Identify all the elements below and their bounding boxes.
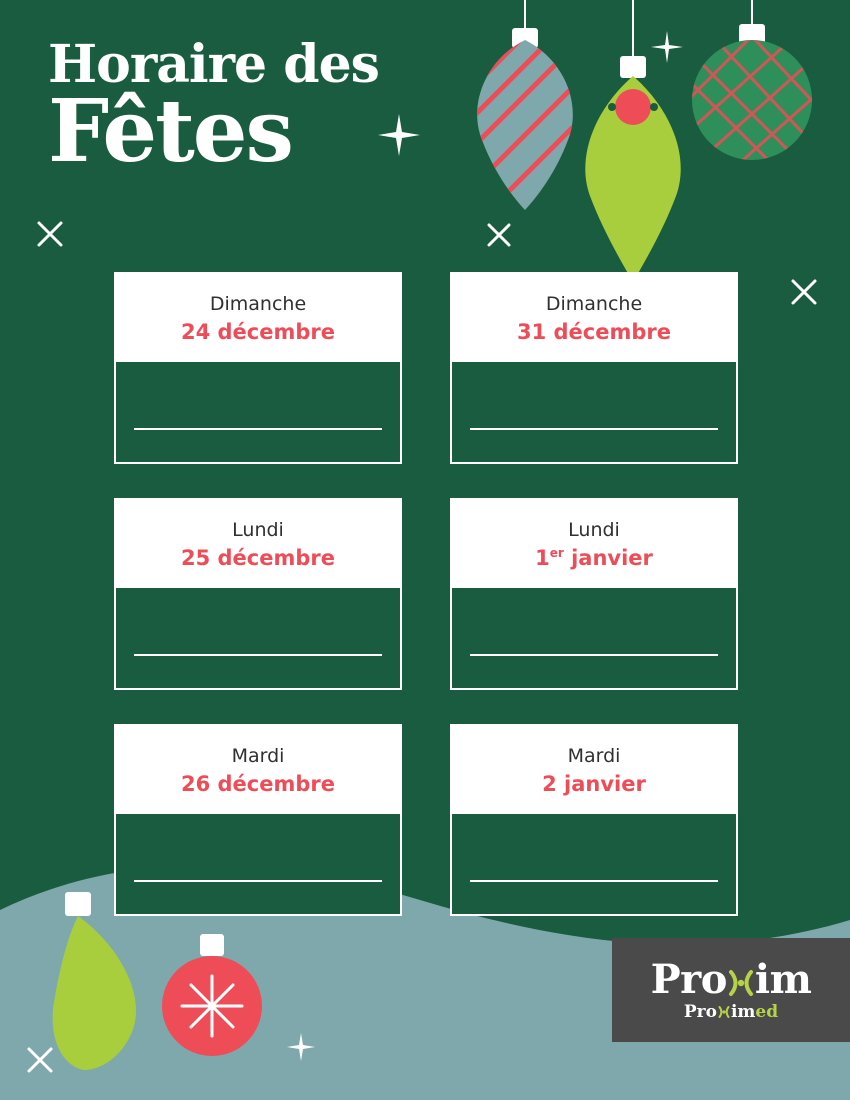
schedule-card[interactable] [450, 498, 738, 690]
card-hours-area[interactable] [452, 362, 736, 462]
card-day-label: Lundi [568, 519, 620, 542]
card-day-label: Lundi [232, 519, 284, 542]
logo-text-post: im [754, 955, 812, 1003]
card-hours-area[interactable] [452, 814, 736, 914]
logo-sub-mid: im [730, 1001, 756, 1022]
red-ball-ornament [160, 930, 264, 1060]
x-sparkle-icon [36, 220, 64, 248]
card-day-label: Dimanche [209, 293, 307, 316]
logo-text-pre: Pro [650, 955, 727, 1003]
green-teardrop-ornament [50, 890, 160, 1070]
proxim-logo[interactable] [612, 938, 850, 1042]
title-line-2: Fêtes [48, 81, 292, 183]
card-date-label [535, 545, 653, 572]
card-write-line [470, 428, 718, 430]
x-sparkle-icon [26, 1046, 54, 1074]
schedule-card[interactable] [450, 272, 738, 464]
card-header [452, 274, 736, 362]
card-day-label: Mardi [231, 745, 285, 768]
card-write-line [470, 654, 718, 656]
schedule-card[interactable] [114, 724, 402, 916]
card-date-label: 24 décembre [180, 320, 335, 345]
logo-sub-pre: Pro [683, 1001, 717, 1022]
card-hours-area[interactable] [452, 588, 736, 688]
schedule-card-grid [114, 272, 738, 916]
plaid-green-ornament [688, 0, 816, 160]
card-date-prefix: 1 [535, 546, 550, 571]
card-hours-area[interactable] [116, 362, 400, 462]
card-date-label: 25 décembre [180, 546, 335, 571]
card-write-line [134, 880, 382, 882]
card-date-suffix: janvier [563, 546, 653, 571]
card-header [116, 726, 400, 814]
page-title [48, 34, 379, 183]
title-line-1: Horaire des [48, 34, 379, 95]
card-hours-area[interactable] [116, 814, 400, 914]
card-header [116, 500, 400, 588]
schedule-card[interactable] [450, 724, 738, 916]
striped-teal-ornament [460, 0, 590, 220]
sparkle-star-icon [286, 1032, 316, 1062]
sparkle-star-icon [650, 30, 684, 64]
card-write-line [470, 880, 718, 882]
card-write-line [134, 654, 382, 656]
schedule-card[interactable] [114, 272, 402, 464]
card-date-ordinal: er [549, 546, 564, 561]
sparkle-star-icon [376, 112, 422, 158]
x-sparkle-icon [486, 222, 512, 248]
card-date-label: 26 décembre [180, 772, 335, 797]
card-day-label: Mardi [567, 745, 621, 768]
logo-wordmark [650, 955, 812, 1003]
x-sparkle-icon [790, 278, 818, 306]
schedule-card[interactable] [114, 498, 402, 690]
logo-x-icon [728, 965, 754, 995]
card-header [116, 274, 400, 362]
card-day-label: Dimanche [545, 293, 643, 316]
card-header [452, 500, 736, 588]
card-date-label: 2 janvier [542, 772, 646, 797]
card-hours-area[interactable] [116, 588, 400, 688]
logo-sub-x-icon [718, 1005, 730, 1019]
card-header [452, 726, 736, 814]
logo-sub-accent: ed [755, 1001, 779, 1022]
card-write-line [134, 428, 382, 430]
logo-subbrand [683, 1001, 779, 1022]
card-date-label: 31 décembre [516, 320, 671, 345]
